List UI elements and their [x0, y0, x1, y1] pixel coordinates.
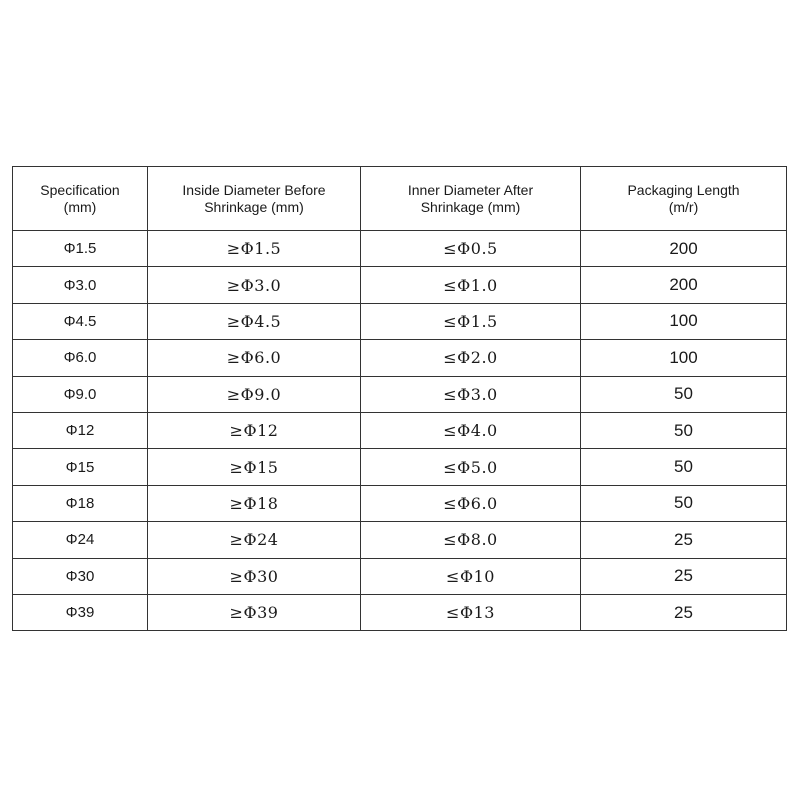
table-row — [13, 485, 787, 521]
length-cell: 100 — [581, 303, 787, 339]
length-cell: 50 — [581, 376, 787, 412]
after-cell: ≤Φ1.5 — [361, 303, 581, 339]
after-cell: ≤Φ5.0 — [361, 449, 581, 485]
before-cell: ≥Φ9.0 — [148, 376, 361, 412]
length-cell: 25 — [581, 522, 787, 558]
header-inner-diameter-after — [361, 167, 581, 231]
after-cell: ≤Φ1.0 — [361, 267, 581, 303]
spec-cell: Φ24 — [13, 522, 148, 558]
table-row — [13, 303, 787, 339]
spec-cell: Φ9.0 — [13, 376, 148, 412]
header-specification-line2: (mm) — [63, 198, 97, 215]
before-cell: ≥Φ6.0 — [148, 340, 361, 376]
spec-cell: Φ15 — [13, 449, 148, 485]
before-cell: ≥Φ1.5 — [148, 231, 361, 267]
spec-cell: Φ3.0 — [13, 267, 148, 303]
table-row — [13, 558, 787, 594]
length-cell: 50 — [581, 412, 787, 448]
before-cell: ≥Φ12 — [148, 412, 361, 448]
spec-cell: Φ6.0 — [13, 340, 148, 376]
table-row — [13, 522, 787, 558]
after-cell: ≤Φ0.5 — [361, 231, 581, 267]
header-length-line2: (m/r) — [668, 198, 699, 215]
table-row — [13, 376, 787, 412]
length-cell: 100 — [581, 340, 787, 376]
header-after-line2: Shrinkage (mm) — [420, 198, 521, 215]
header-row — [13, 167, 787, 231]
length-cell: 25 — [581, 594, 787, 630]
header-packaging-length — [581, 167, 787, 231]
length-cell: 50 — [581, 485, 787, 521]
after-cell: ≤Φ8.0 — [361, 522, 581, 558]
length-cell: 25 — [581, 558, 787, 594]
table-row — [13, 340, 787, 376]
spec-cell: Φ39 — [13, 594, 148, 630]
header-length-line1: Packaging Length — [627, 181, 740, 198]
after-cell: ≤Φ13 — [361, 594, 581, 630]
table-row — [13, 412, 787, 448]
before-cell: ≥Φ18 — [148, 485, 361, 521]
after-cell: ≤Φ2.0 — [361, 340, 581, 376]
before-cell: ≥Φ15 — [148, 449, 361, 485]
table-row — [13, 594, 787, 630]
spec-table — [12, 166, 787, 631]
spec-cell: Φ4.5 — [13, 303, 148, 339]
after-cell: ≤Φ4.0 — [361, 412, 581, 448]
table-row — [13, 449, 787, 485]
before-cell: ≥Φ39 — [148, 594, 361, 630]
header-specification — [13, 167, 148, 231]
header-specification-line1: Specification — [40, 181, 120, 198]
spec-cell: Φ30 — [13, 558, 148, 594]
spec-cell: Φ18 — [13, 485, 148, 521]
after-cell: ≤Φ6.0 — [361, 485, 581, 521]
table-row — [13, 267, 787, 303]
header-before-line2: Shrinkage (mm) — [204, 198, 304, 215]
header-inside-diameter-before — [148, 167, 361, 231]
spec-cell: Φ1.5 — [13, 231, 148, 267]
table-body — [13, 231, 787, 631]
before-cell: ≥Φ3.0 — [148, 267, 361, 303]
before-cell: ≥Φ30 — [148, 558, 361, 594]
length-cell: 200 — [581, 231, 787, 267]
after-cell: ≤Φ10 — [361, 558, 581, 594]
header-before-line1: Inside Diameter Before — [182, 181, 326, 198]
length-cell: 200 — [581, 267, 787, 303]
spec-cell: Φ12 — [13, 412, 148, 448]
after-cell: ≤Φ3.0 — [361, 376, 581, 412]
table-row — [13, 231, 787, 267]
table-header — [13, 167, 787, 231]
before-cell: ≥Φ24 — [148, 522, 361, 558]
length-cell: 50 — [581, 449, 787, 485]
before-cell: ≥Φ4.5 — [148, 303, 361, 339]
header-after-line1: Inner Diameter After — [407, 181, 534, 198]
